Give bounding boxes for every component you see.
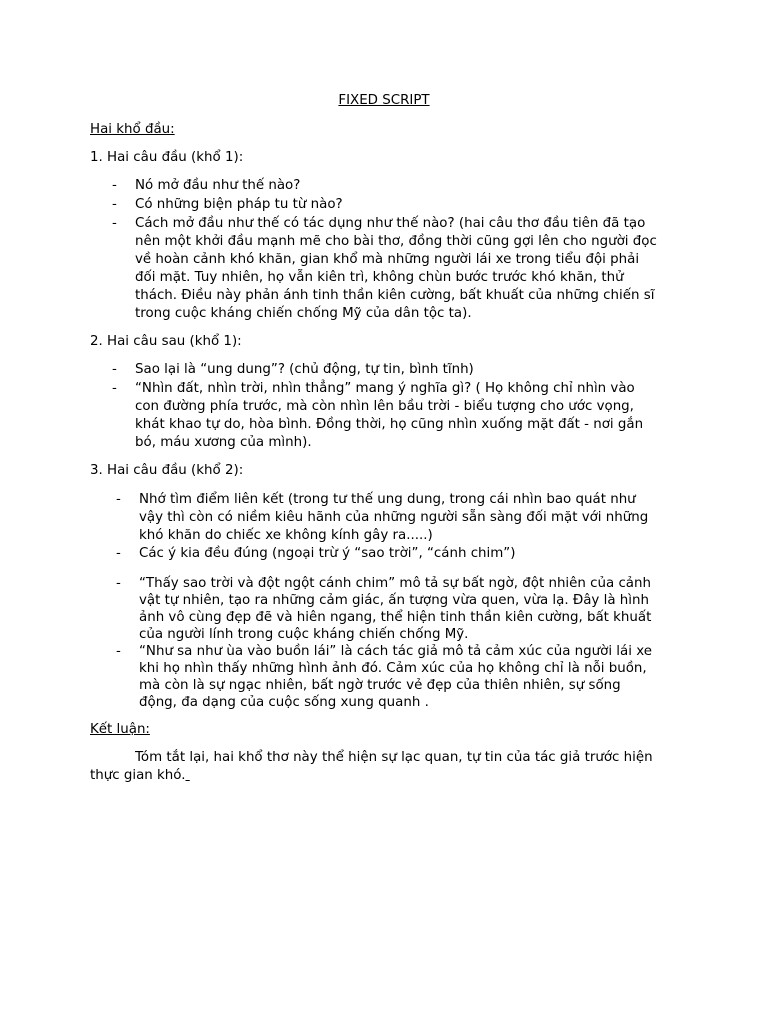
bullet-dash: - xyxy=(112,197,117,212)
q3-bullet-4-line-4: động, đa dạng của cuộc sống xung quanh . xyxy=(139,695,429,710)
q3-bullet-1-line-1: Nhớ tìm điểm liên kết (trong tư thế ung dung, trong cái nhìn bao quát như xyxy=(139,492,636,507)
q2-bullet-2-line-1: “Nhìn đất, nhìn trời, nhìn thẳng” mang ý nghĩa gì? ( Họ không chỉ nhìn vào xyxy=(135,381,635,396)
q2-bullet-1: Sao lại là “ung dung”? (chủ động, tự tin, bình tĩnh) xyxy=(135,362,474,377)
q1-bullet-3-line-2: nên một khởi đầu mạnh mẽ cho bài thơ, đồng thời cũng gợi lên cho người đọc xyxy=(135,234,657,249)
bullet-dash: - xyxy=(116,546,121,561)
q3-bullet-3-line-4: của người lính trong cuộc kháng chiến chống Mỹ. xyxy=(139,627,469,642)
q3-bullet-3-line-3: ảnh vô cùng đẹp đẽ và hiên ngang, thể hiện tinh thần kiên cường, bất khuất xyxy=(139,610,652,625)
q3-bullet-2: Các ý kia đều đúng (ngoại trừ ý “sao trời”, “cánh chim”) xyxy=(139,546,516,561)
conclusion-line-2 xyxy=(90,767,190,785)
bullet-dash: - xyxy=(116,492,121,507)
q1-bullet-3-line-3: về hoàn cảnh khó khăn, gian khổ mà những người lái xe trong tiểu đội phải xyxy=(135,252,640,267)
q1-bullet-3-line-1: Cách mở đầu như thế có tác dụng như thế nào? (hai câu thơ đầu tiên đã tạo xyxy=(135,216,646,231)
q2-bullet-2-line-4: bó, máu xương của mình). xyxy=(135,435,312,450)
question-2-heading: 2. Hai câu sau (khổ 1): xyxy=(90,334,242,349)
conclusion-line-1: Tóm tắt lại, hai khổ thơ này thể hiện sự lạc quan, tự tin của tác giả trước hiện xyxy=(135,750,653,765)
bullet-dash: - xyxy=(112,178,117,193)
q3-bullet-3-line-1: “Thấy sao trời và đột ngột cánh chim” mô tả sự bất ngờ, đột nhiên của cảnh xyxy=(139,576,651,591)
q1-bullet-1: Nó mở đầu như thế nào? xyxy=(135,178,301,193)
question-3-heading: 3. Hai câu đầu (khổ 2): xyxy=(90,463,244,478)
q2-bullet-2-line-2: con đường phía trước, mà còn nhìn lên bầu trời - biểu tượng cho ước vọng, xyxy=(135,399,634,414)
q1-bullet-2: Có những biện pháp tu từ nào? xyxy=(135,197,343,212)
q3-bullet-4-line-1: “Như sa như ùa vào buồn lái” là cách tác giả mô tả cảm xúc của người lái xe xyxy=(139,644,652,659)
text-cursor-mark xyxy=(185,768,189,783)
q1-bullet-3-line-4: đối mặt. Tuy nhiên, họ vẫn kiên trì, không chùn bước trước khó khăn, thử xyxy=(135,270,624,285)
document-title: FIXED SCRIPT xyxy=(338,93,430,108)
q3-bullet-4-line-2: khi họ nhìn thấy những hình ảnh đó. Cảm xúc của họ không chỉ là nỗi buồn, xyxy=(139,661,647,676)
question-1-heading: 1. Hai câu đầu (khổ 1): xyxy=(90,150,244,165)
q1-bullet-3-line-6: trong cuộc kháng chiến chống Mỹ của dân tộc ta). xyxy=(135,306,472,321)
bullet-dash: - xyxy=(116,576,121,591)
conclusion-heading: Kết luận: xyxy=(90,722,150,737)
q3-bullet-1-line-3: khó khăn do chiếc xe không kính gây ra.....) xyxy=(139,528,433,543)
q3-bullet-4-line-3: mà còn là sự ngạc nhiên, bất ngờ trước vẻ đẹp của thiên nhiên, sự sống xyxy=(139,678,621,693)
bullet-dash: - xyxy=(112,381,117,396)
conclusion-line-2-text: thực gian khó. xyxy=(90,768,186,783)
q3-bullet-3-line-2: vật tự nhiên, tạo ra những cảm giác, ấn tượng vừa quen, vừa lạ. Đây là hình xyxy=(139,593,649,608)
bullet-dash: - xyxy=(112,362,117,377)
section-heading-hai-kho-dau: Hai khổ đầu: xyxy=(90,122,175,137)
q2-bullet-2-line-3: khát khao tự do, hòa bình. Đồng thời, họ cũng nhìn xuống mặt đất - nơi gắn xyxy=(135,417,644,432)
q1-bullet-3-line-5: thách. Điều này phản ánh tinh thần kiên cường, bất khuất của những chiến sĩ xyxy=(135,288,655,303)
bullet-dash: - xyxy=(112,216,117,231)
bullet-dash: - xyxy=(116,644,121,659)
q3-bullet-1-line-2: vậy thì còn có niềm kiêu hãnh của những người sẵn sàng đối mặt với những xyxy=(139,510,649,525)
